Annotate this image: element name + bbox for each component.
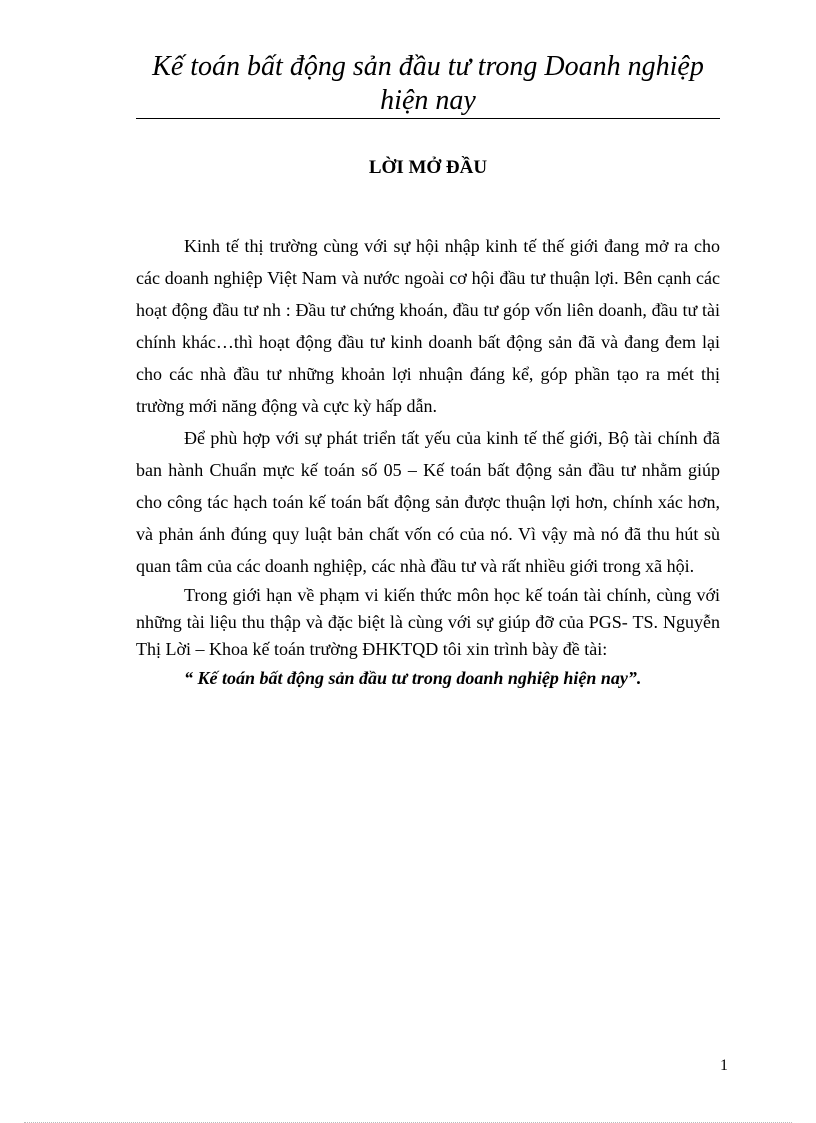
header-divider bbox=[136, 118, 720, 119]
body-text bbox=[136, 230, 720, 693]
paragraph-scope: Trong giới hạn về phạm vi kiến thức môn học kế toán tài chính, cùng với những tài liệu thu thập và đặc biệt là cùng với sự giúp đỡ của PGS- TS. Nguyễn Thị Lời – Khoa kế toán trường ĐHKTQD tôi xin trình bày đề tài: bbox=[136, 585, 720, 659]
section-heading: LỜI MỞ ĐẦU bbox=[368, 157, 488, 178]
paragraph-standard: Để phù hợp với sự phát triển tất yếu của kinh tế thế giới, Bộ tài chính đã ban hành Chuẩn mực kế toán số 05 – Kế toán bất động sản đầu tư nhằm giúp cho công tác hạch toán kế toán bất động sản được thuận lợi hơn, chính xác hơn, và phản ánh đúng quy luật bản chất vốn có của nó. Vì vậy mà nó đã thu hút sù quan tâm của các doanh nghiệp, các nhà đầu tư và rất nhiều giới trong xã hội. bbox=[136, 428, 720, 576]
topic-quote: “ Kế toán bất động sản đầu tư trong doanh nghiệp hiện nay”. bbox=[184, 668, 642, 688]
running-header-title: Kế toán bất động sản đầu tư trong Doanh nghiệp hiện nay bbox=[152, 51, 704, 116]
page-number: 1 bbox=[720, 1057, 728, 1074]
paragraph-intro: Kinh tế thị trường cùng với sự hội nhập kinh tế thế giới đang mở ra cho các doanh nghiệp Việt Nam và nước ngoài cơ hội đầu tư thuận lợi. Bên cạnh các hoạt động đầu tư nh : Đầu tư chứng khoán, đầu tư góp vốn liên doanh, đầu tư tài chính khác…thì hoạt động đầu tư kinh doanh bất động sản đã và đang đem lại cho các nhà đầu tư những khoản lợi nhuận đáng kể, góp phần tạo ra mét thị trường mới năng động và cực kỳ hấp dẫn. bbox=[136, 236, 720, 416]
